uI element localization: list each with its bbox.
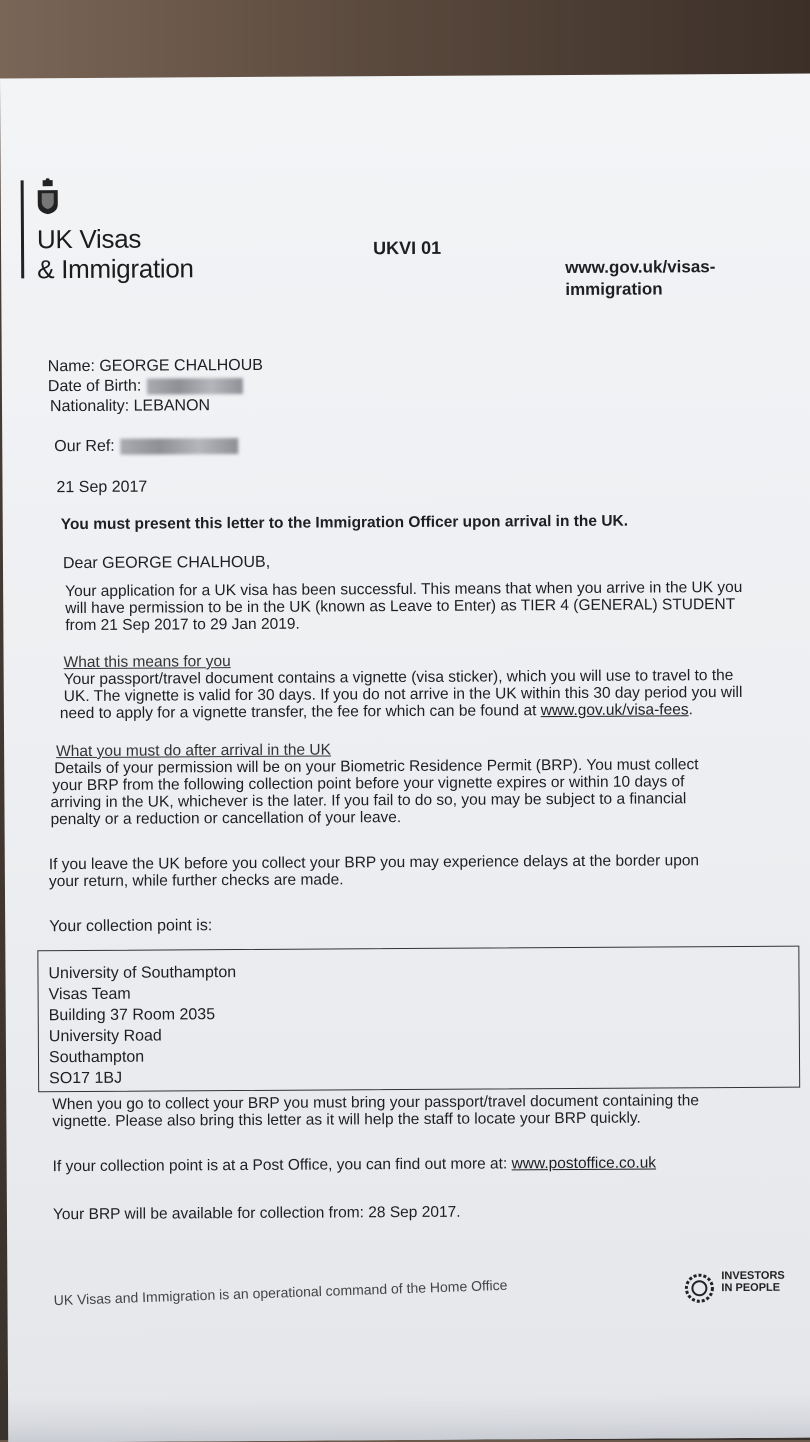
section2-line4: penalty or a reduction or cancellation of your leave. [50,809,402,829]
collection-point-box [37,946,800,1093]
redacted-dob [147,378,243,395]
applicant-name: Name: GEORGE CHALHOUB [47,356,263,376]
address-line-6: SO17 1BJ [49,1069,123,1088]
address-line-1: University of Southampton [48,964,237,983]
post-office-text: If your collection point is at a Post Office, you can find out more at: [52,1155,512,1176]
address-line-4: University Road [48,1027,162,1046]
website-url: www.gov.uk/visas-immigration [565,257,716,300]
brand-line-1: UK Visas [36,223,142,255]
brand-line-2: & Immigration [37,253,194,285]
instruction-line: You must present this letter to the Immigration Officer upon arrival in the UK. [60,512,629,534]
para-bring-line1: When you go to collect your BRP you must bring your passport/travel document containing the [52,1092,700,1114]
para1-line1: Your application for a UK visa has been successful. This means that when you arrive in the UK you [65,578,743,601]
address-line-2: Visas Team [48,985,131,1004]
section1-line1: Your passport/travel document contains a vignette (visa sticker), which you will use to travel to the [63,667,734,689]
para-leave-line1: If you leave the UK before you collect your BRP you may experience delays at the border upon [48,852,700,874]
address-line-5: Southampton [48,1048,145,1067]
post-office-line [53,1154,656,1175]
availability-line: Your BRP will be available for collection from: 28 Sep 2017. [52,1203,461,1224]
investors-in-people-logo-icon [681,1270,717,1306]
royal-crest-icon [35,178,61,216]
dob-label: Date of Birth: [47,377,142,396]
para-leave-line2: your return, while further checks are made. [48,871,344,891]
paper-shadow [8,1392,810,1442]
footer-statement: UK Visas and Immigration is an operational command of the Home Office [53,1276,508,1309]
section1-line3-text: need to apply for a vignette transfer, the fee for which can be found at [59,702,541,723]
section2-line1: Details of your permission will be on your Biometric Residence Permit (BRP). You must collect [54,756,699,778]
para1-line2: will have permission to be in the UK (known as Leave to Enter) as TIER 4 (GENERAL) STUDENT [65,595,736,618]
para-bring-line2: vignette. Please also bring this letter as it will help the staff to locate your BRP quickly. [52,1109,641,1131]
reference-row [54,437,239,456]
section2-heading: What you must do after arrival in the UK [56,741,331,761]
letter-page [0,74,810,1442]
post-office-link[interactable]: www.postoffice.co.uk [511,1154,657,1173]
investors-in-people-text [721,1270,785,1294]
date-of-birth-row [48,377,243,396]
salutation: Dear GEORGE CHALHOUB, [62,553,271,573]
redacted-reference [121,438,239,455]
visa-fees-link[interactable]: www.gov.uk/visa-fees [540,701,689,720]
form-code: UKVI 01 [372,237,442,259]
letter-date: 21 Sep 2017 [56,478,148,497]
iip-line-2: IN PEOPLE [721,1281,781,1295]
applicant-nationality: Nationality: LEBANON [49,397,211,416]
section1-line3: need to apply for a vignette transfer, the fee for which can be found at www.gov.uk/visa-fees. [59,701,693,723]
section1-heading: What this means for you [63,653,231,672]
section2-line3: arriving in the UK, whichever is the later. If you fail to do so, you may be subject to a financial [50,790,687,812]
brand-divider [21,180,25,278]
collection-intro: Your collection point is: [49,917,213,936]
ref-label: Our Ref: [54,437,115,456]
iip-line-1: INVESTORS [721,1269,785,1283]
para1-line3: from 21 Sep 2017 to 29 Jan 2019. [65,615,300,635]
address-line-3: Building 37 Room 2035 [48,1006,216,1025]
section1-line2: UK. The vignette is valid for 30 days. If you do not arrive in the UK within this 30 day period you will [63,683,743,706]
section2-line2: your BRP from the following collection point before your vignette expires or within 10 days of [52,773,685,795]
